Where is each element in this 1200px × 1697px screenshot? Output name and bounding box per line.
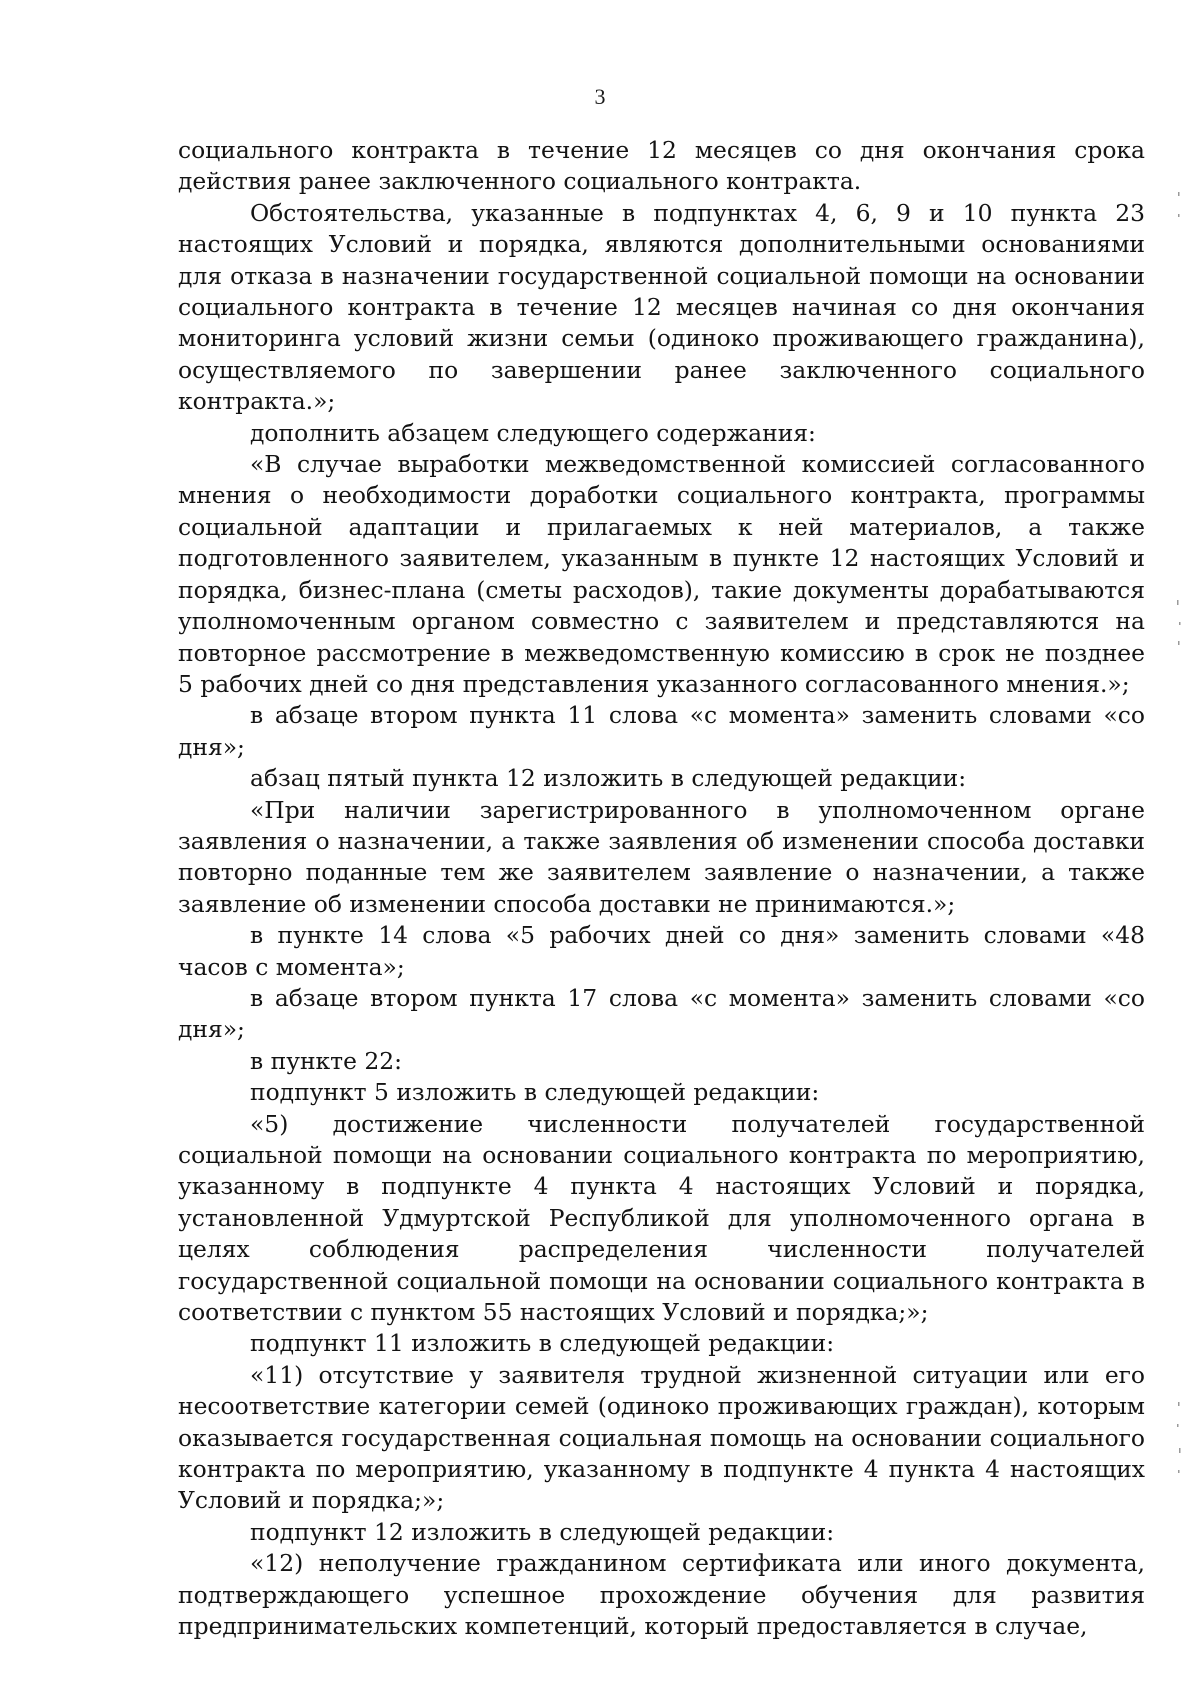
paragraph-subitem-12-text: «12) неполучение гражданином сертификата или иного документа, подтверждающего успешное прохождение обучения для развития предпринимательских компетенций, который предоставляется в случае, [178, 1549, 1145, 1641]
paragraph-item-14: в пункте 14 слова «5 рабочих дней со дня» заменить словами «48 часов с момента»; [178, 921, 1145, 981]
paragraph-item-12-text: «При наличии зарегистрированного в уполномоченном органе заявления о назначении, а также заявления об изменении способа доставки повторно поданные тем же заявителем заявление о назначении, а также заявление об изменении способа доставки не принимаются.»; [178, 795, 1145, 918]
paragraph-subitem-5-header: подпункт 5 изложить в следующей редакции: [250, 1078, 820, 1107]
paragraph-circumstances: Обстоятельства, указанные в подпунктах 4, 6, 9 и 10 пункта 23 настоящих Условий и порядка, являются дополнительными основаниями для отказа в назначении государственной социальной помощи на основании социального контракта в течение 12 месяцев начиная со дня окончания мониторинга условий жизни семьи (одиноко проживающего гражданина), осуществляемого по завершении ранее заключенного социального контракта.»; [178, 198, 1145, 416]
paragraph-item-17: в абзаце втором пункта 17 слова «с момента» заменить словами «со дня»; [178, 983, 1145, 1044]
scan-edge-marks [1176, 0, 1182, 1697]
paragraph-item-11: в абзаце втором пункта 11 слова «с момента» заменить словами «со дня»; [178, 701, 1145, 761]
paragraph-item-12-header: абзац пятый пункта 12 изложить в следующей редакции: [250, 764, 967, 793]
paragraph-subitem-11-header: подпункт 11 изложить в следующей редакции: [250, 1329, 835, 1358]
paragraph-subitem-5-text: «5) достижение численности получателей государственной социальной помощи на основании социального контракта по мероприятию, указанному в подпункте 4 пункта 4 настоящих Условий и порядка, установленной Удмуртской Республикой для уполномоченного органа в целях соблюдения распределения численности получателей государственной социальной помощи на основании социального контракта в соответствии с пунктом 55 настоящих Условий и порядка;»; [178, 1109, 1145, 1327]
paragraph-add-clause: дополнить абзацем следующего содержания: [250, 418, 816, 447]
paragraph-subitem-11-text: «11) отсутствие у заявителя трудной жизненной ситуации или его несоответствие категории семей (одиноко проживающих граждан), которым оказывается государственная социальная помощь на основании социального контракта по мероприятию, указанному в подпункте 4 пункта 4 настоящих Условий и порядка;»; [178, 1360, 1145, 1515]
page-number: 3 [594, 84, 606, 109]
paragraph-commission-opinion: «В случае выработки межведомственной комиссией согласованного мнения о необходимости доработки социального контракта, программы социальной адаптации и прилагаемых к ней материалов, а также подготовленного заявителем, указанным в пункте 12 настоящих Условий и порядка, бизнес-плана (сметы расходов), такие документы дорабатываются уполномоченным органом совместно с заявителем и представляются на повторное рассмотрение в межведомственную комиссию в срок не позднее 5 рабочих дней со дня представления указанного согласованного мнения.»; [178, 450, 1145, 698]
paragraph-item-22: в пункте 22: [250, 1046, 403, 1075]
paragraph-contract-term-end: социального контракта в течение 12 месяцев со дня окончания срока действия ранее заключенного социального контракта. [178, 136, 1145, 196]
paragraph-subitem-12-header: подпункт 12 изложить в следующей редакции: [250, 1517, 835, 1546]
document-body [178, 135, 1145, 1643]
